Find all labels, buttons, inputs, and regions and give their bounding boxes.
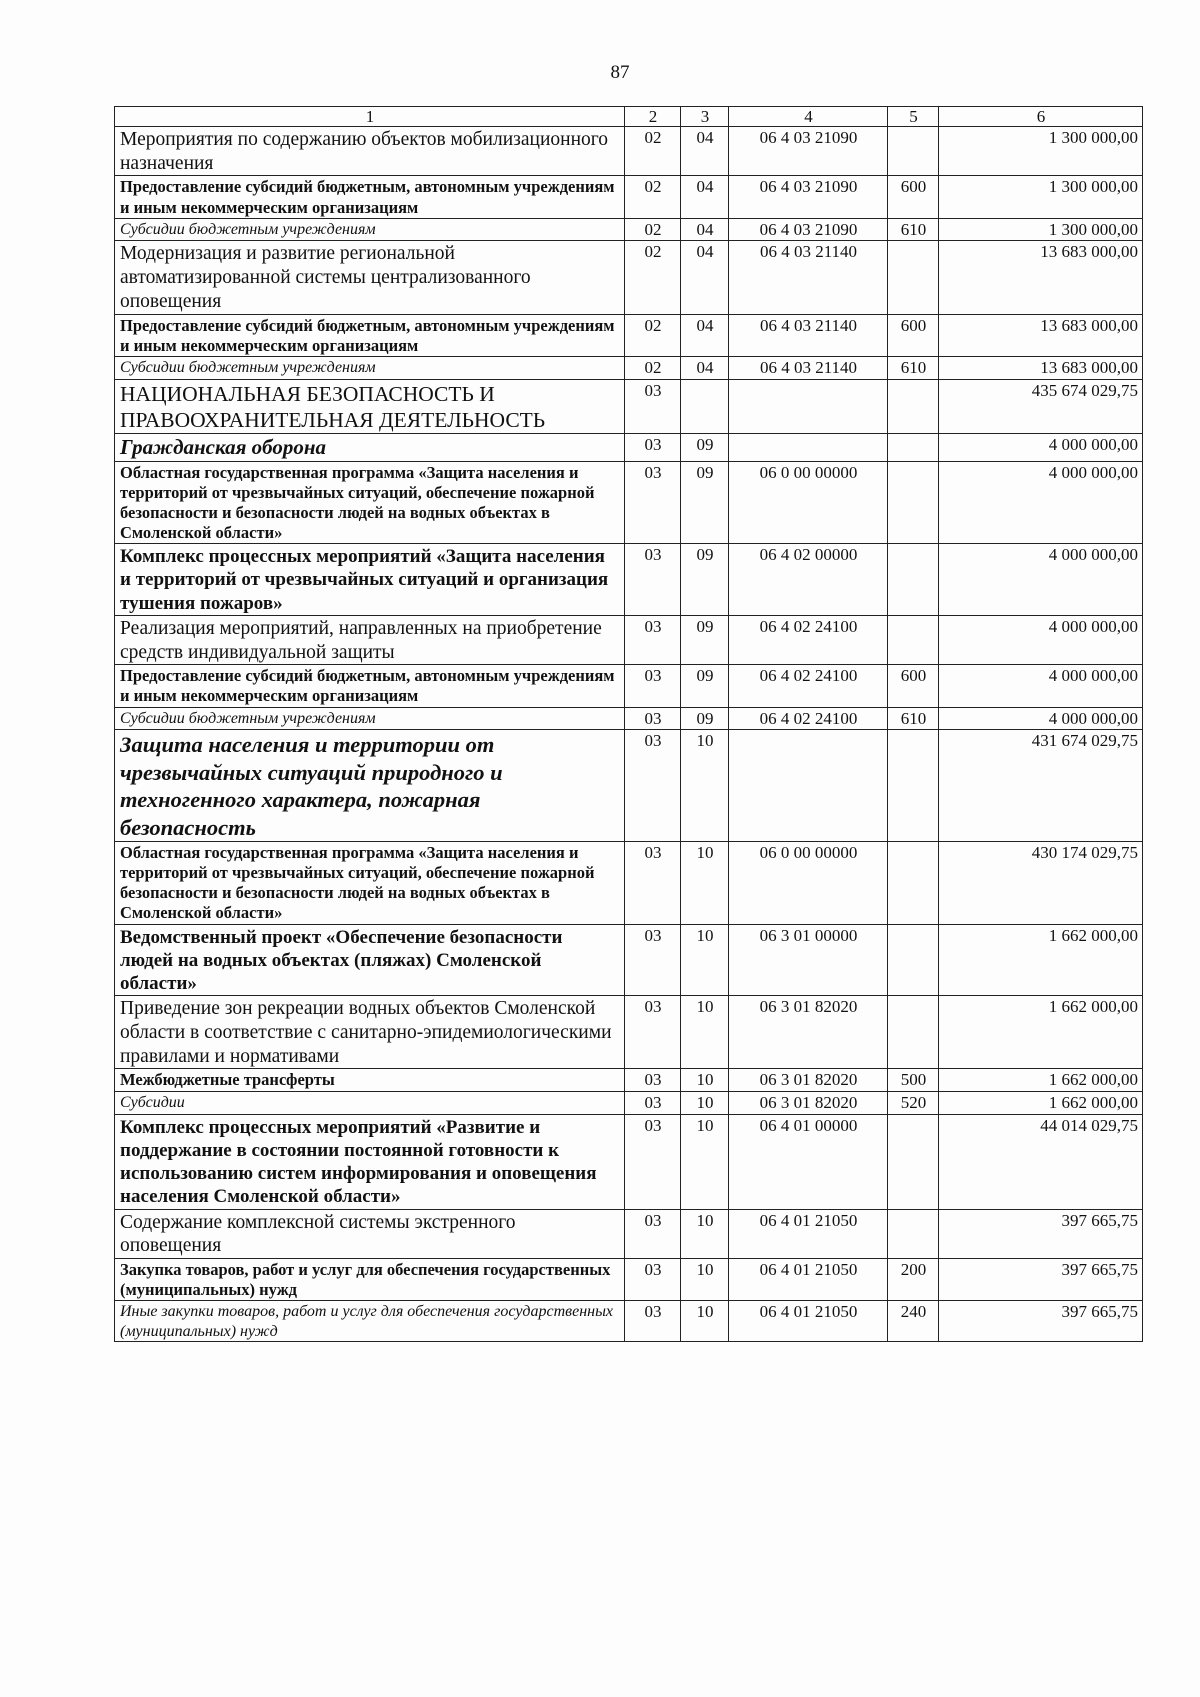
page-number: 87 <box>610 62 630 83</box>
row-name: Предоставление субсидий бюджетным, автономным учреждениям и иным некоммерческим организациям <box>115 176 625 218</box>
row-expense-type <box>888 615 939 665</box>
row-section-code: 03 <box>625 544 681 616</box>
table-row <box>115 356 1143 379</box>
row-name: Реализация мероприятий, направленных на приобретение средств индивидуальной защиты <box>115 615 625 665</box>
table-row <box>115 924 1143 996</box>
row-name: Защита населения и территории от чрезвычайных ситуаций природного и техногенного характера, пожарная безопасность <box>115 730 625 842</box>
row-target-article: 06 3 01 82020 <box>729 1092 888 1115</box>
row-subsection-code: 09 <box>681 707 729 730</box>
row-amount: 1 662 000,00 <box>939 924 1143 996</box>
row-section-code: 03 <box>625 461 681 544</box>
row-amount: 4 000 000,00 <box>939 434 1143 462</box>
row-name: Комплекс процессных мероприятий «Защита населения и территорий от чрезвычайных ситуаций и организация тушения пожаров» <box>115 544 625 616</box>
row-name: Модернизация и развитие региональной автоматизированной системы централизованного оповещения <box>115 241 625 314</box>
row-section-code: 03 <box>625 707 681 730</box>
row-target-article: 06 4 03 21090 <box>729 218 888 241</box>
row-expense-type: 520 <box>888 1092 939 1115</box>
row-name: Субсидии <box>115 1092 625 1115</box>
table-row <box>115 615 1143 665</box>
budget-table <box>114 106 1143 1342</box>
row-subsection-code: 09 <box>681 544 729 616</box>
row-name: Областная государственная программа «Защита населения и территорий от чрезвычайных ситуаций, обеспечение пожарной безопасности и безопасности людей на водных объектах в Смоленской области» <box>115 842 625 925</box>
row-name: Закупка товаров, работ и услуг для обеспечения государственных (муниципальных) нужд <box>115 1259 625 1301</box>
row-target-article: 06 0 00 00000 <box>729 461 888 544</box>
row-subsection-code: 09 <box>681 665 729 707</box>
row-name: Субсидии бюджетным учреждениям <box>115 218 625 241</box>
table-row <box>115 730 1143 842</box>
row-name: Иные закупки товаров, работ и услуг для обеспечения государственных (муниципальных) нужд <box>115 1301 625 1342</box>
budget-table-body <box>115 107 1143 1342</box>
table-row <box>115 1259 1143 1301</box>
row-subsection-code: 04 <box>681 218 729 241</box>
row-amount: 4 000 000,00 <box>939 461 1143 544</box>
table-row <box>115 218 1143 241</box>
row-target-article: 06 4 03 21090 <box>729 176 888 218</box>
row-expense-type: 500 <box>888 1069 939 1092</box>
row-name: Приведение зон рекреации водных объектов Смоленской области в соответствие с санитарно-эпидемиологическими правилами и нормативами <box>115 996 625 1069</box>
table-row <box>115 314 1143 356</box>
row-expense-type <box>888 1209 939 1259</box>
row-amount: 44 014 029,75 <box>939 1114 1143 1209</box>
row-target-article: 06 4 03 21140 <box>729 314 888 356</box>
row-subsection-code: 10 <box>681 924 729 996</box>
row-section-code: 03 <box>625 1114 681 1209</box>
table-row <box>115 665 1143 707</box>
row-subsection-code: 10 <box>681 1301 729 1342</box>
row-amount: 435 674 029,75 <box>939 379 1143 433</box>
row-target-article: 06 4 02 24100 <box>729 707 888 730</box>
row-amount: 13 683 000,00 <box>939 356 1143 379</box>
row-expense-type <box>888 461 939 544</box>
row-target-article: 06 4 02 00000 <box>729 544 888 616</box>
row-section-code: 03 <box>625 1301 681 1342</box>
table-row <box>115 1114 1143 1209</box>
column-header-5: 5 <box>888 107 939 127</box>
row-expense-type <box>888 544 939 616</box>
table-row <box>115 379 1143 433</box>
row-expense-type: 200 <box>888 1259 939 1301</box>
table-row <box>115 434 1143 462</box>
row-subsection-code: 10 <box>681 842 729 925</box>
row-target-article: 06 4 01 00000 <box>729 1114 888 1209</box>
row-section-code: 03 <box>625 1092 681 1115</box>
row-amount: 1 662 000,00 <box>939 996 1143 1069</box>
row-target-article: 06 4 03 21090 <box>729 126 888 176</box>
row-section-code: 03 <box>625 924 681 996</box>
row-expense-type <box>888 126 939 176</box>
row-section-code: 02 <box>625 314 681 356</box>
row-name: Областная государственная программа «Защита населения и территорий от чрезвычайных ситуаций, обеспечение пожарной безопасности и безопасности людей на водных объектах в Смоленской области» <box>115 461 625 544</box>
row-subsection-code: 04 <box>681 241 729 314</box>
table-row <box>115 1069 1143 1092</box>
row-target-article <box>729 379 888 433</box>
table-row <box>115 842 1143 925</box>
row-subsection-code: 09 <box>681 434 729 462</box>
row-name: Субсидии бюджетным учреждениям <box>115 356 625 379</box>
row-amount: 1 662 000,00 <box>939 1092 1143 1115</box>
table-header-row <box>115 107 1143 127</box>
table-row <box>115 1092 1143 1115</box>
row-expense-type: 240 <box>888 1301 939 1342</box>
row-expense-type <box>888 434 939 462</box>
row-target-article: 06 4 01 21050 <box>729 1301 888 1342</box>
row-section-code: 03 <box>625 842 681 925</box>
column-header-6: 6 <box>939 107 1143 127</box>
row-target-article: 06 4 02 24100 <box>729 665 888 707</box>
row-subsection-code: 09 <box>681 461 729 544</box>
row-subsection-code: 10 <box>681 1209 729 1259</box>
row-target-article: 06 3 01 00000 <box>729 924 888 996</box>
row-expense-type: 600 <box>888 176 939 218</box>
row-section-code: 03 <box>625 1209 681 1259</box>
column-header-4: 4 <box>729 107 888 127</box>
row-name: Субсидии бюджетным учреждениям <box>115 707 625 730</box>
row-section-code: 03 <box>625 1069 681 1092</box>
row-subsection-code: 10 <box>681 1259 729 1301</box>
column-header-2: 2 <box>625 107 681 127</box>
row-expense-type: 600 <box>888 665 939 707</box>
row-section-code: 03 <box>625 665 681 707</box>
row-amount: 397 665,75 <box>939 1259 1143 1301</box>
row-subsection-code: 10 <box>681 1114 729 1209</box>
column-header-1: 1 <box>115 107 625 127</box>
table-row <box>115 544 1143 616</box>
row-section-code: 02 <box>625 241 681 314</box>
table-row <box>115 461 1143 544</box>
row-section-code: 03 <box>625 1259 681 1301</box>
row-target-article: 06 0 00 00000 <box>729 842 888 925</box>
row-amount: 4 000 000,00 <box>939 544 1143 616</box>
row-expense-type <box>888 1114 939 1209</box>
row-subsection-code <box>681 379 729 433</box>
row-amount: 13 683 000,00 <box>939 314 1143 356</box>
row-subsection-code: 10 <box>681 1092 729 1115</box>
table-row <box>115 176 1143 218</box>
row-target-article: 06 4 01 21050 <box>729 1259 888 1301</box>
row-subsection-code: 09 <box>681 615 729 665</box>
table-row <box>115 996 1143 1069</box>
row-target-article <box>729 730 888 842</box>
row-subsection-code: 10 <box>681 1069 729 1092</box>
row-name: НАЦИОНАЛЬНАЯ БЕЗОПАСНОСТЬ И ПРАВООХРАНИТЕЛЬНАЯ ДЕЯТЕЛЬНОСТЬ <box>115 379 625 433</box>
row-amount: 4 000 000,00 <box>939 707 1143 730</box>
row-amount: 4 000 000,00 <box>939 665 1143 707</box>
table-row <box>115 1301 1143 1342</box>
row-expense-type <box>888 379 939 433</box>
row-expense-type <box>888 924 939 996</box>
row-section-code: 02 <box>625 218 681 241</box>
row-expense-type: 600 <box>888 314 939 356</box>
row-name: Предоставление субсидий бюджетным, автономным учреждениям и иным некоммерческим организациям <box>115 665 625 707</box>
row-amount: 431 674 029,75 <box>939 730 1143 842</box>
column-header-3: 3 <box>681 107 729 127</box>
row-amount: 1 662 000,00 <box>939 1069 1143 1092</box>
row-section-code: 02 <box>625 126 681 176</box>
table-row <box>115 126 1143 176</box>
row-subsection-code: 04 <box>681 314 729 356</box>
row-amount: 430 174 029,75 <box>939 842 1143 925</box>
row-expense-type: 610 <box>888 707 939 730</box>
row-section-code: 03 <box>625 730 681 842</box>
row-name: Межбюджетные трансферты <box>115 1069 625 1092</box>
table-row <box>115 241 1143 314</box>
row-expense-type <box>888 996 939 1069</box>
row-subsection-code: 04 <box>681 126 729 176</box>
row-name: Содержание комплексной системы экстренного оповещения <box>115 1209 625 1259</box>
table-row <box>115 1209 1143 1259</box>
row-name: Ведомственный проект «Обеспечение безопасности людей на водных объектах (пляжах) Смоленской области» <box>115 924 625 996</box>
row-expense-type: 610 <box>888 218 939 241</box>
row-subsection-code: 10 <box>681 996 729 1069</box>
row-target-article: 06 4 02 24100 <box>729 615 888 665</box>
row-section-code: 02 <box>625 176 681 218</box>
table-row <box>115 707 1143 730</box>
row-subsection-code: 10 <box>681 730 729 842</box>
row-expense-type <box>888 842 939 925</box>
row-name: Комплекс процессных мероприятий «Развитие и поддержание в состоянии постоянной готовности к использованию систем информирования и оповещения населения Смоленской области» <box>115 1114 625 1209</box>
row-expense-type <box>888 241 939 314</box>
row-target-article <box>729 434 888 462</box>
row-target-article: 06 4 03 21140 <box>729 241 888 314</box>
row-name: Предоставление субсидий бюджетным, автономным учреждениям и иным некоммерческим организациям <box>115 314 625 356</box>
row-amount: 13 683 000,00 <box>939 241 1143 314</box>
row-amount: 4 000 000,00 <box>939 615 1143 665</box>
row-subsection-code: 04 <box>681 176 729 218</box>
row-expense-type: 610 <box>888 356 939 379</box>
row-expense-type <box>888 730 939 842</box>
row-amount: 1 300 000,00 <box>939 176 1143 218</box>
row-target-article: 06 4 01 21050 <box>729 1209 888 1259</box>
row-section-code: 03 <box>625 996 681 1069</box>
row-section-code: 03 <box>625 434 681 462</box>
row-target-article: 06 3 01 82020 <box>729 996 888 1069</box>
row-amount: 397 665,75 <box>939 1209 1143 1259</box>
row-amount: 1 300 000,00 <box>939 126 1143 176</box>
row-section-code: 03 <box>625 379 681 433</box>
row-section-code: 02 <box>625 356 681 379</box>
row-section-code: 03 <box>625 615 681 665</box>
row-target-article: 06 3 01 82020 <box>729 1069 888 1092</box>
row-amount: 1 300 000,00 <box>939 218 1143 241</box>
row-subsection-code: 04 <box>681 356 729 379</box>
row-name: Мероприятия по содержанию объектов мобилизационного назначения <box>115 126 625 176</box>
row-amount: 397 665,75 <box>939 1301 1143 1342</box>
row-target-article: 06 4 03 21140 <box>729 356 888 379</box>
row-name: Гражданская оборона <box>115 434 625 462</box>
